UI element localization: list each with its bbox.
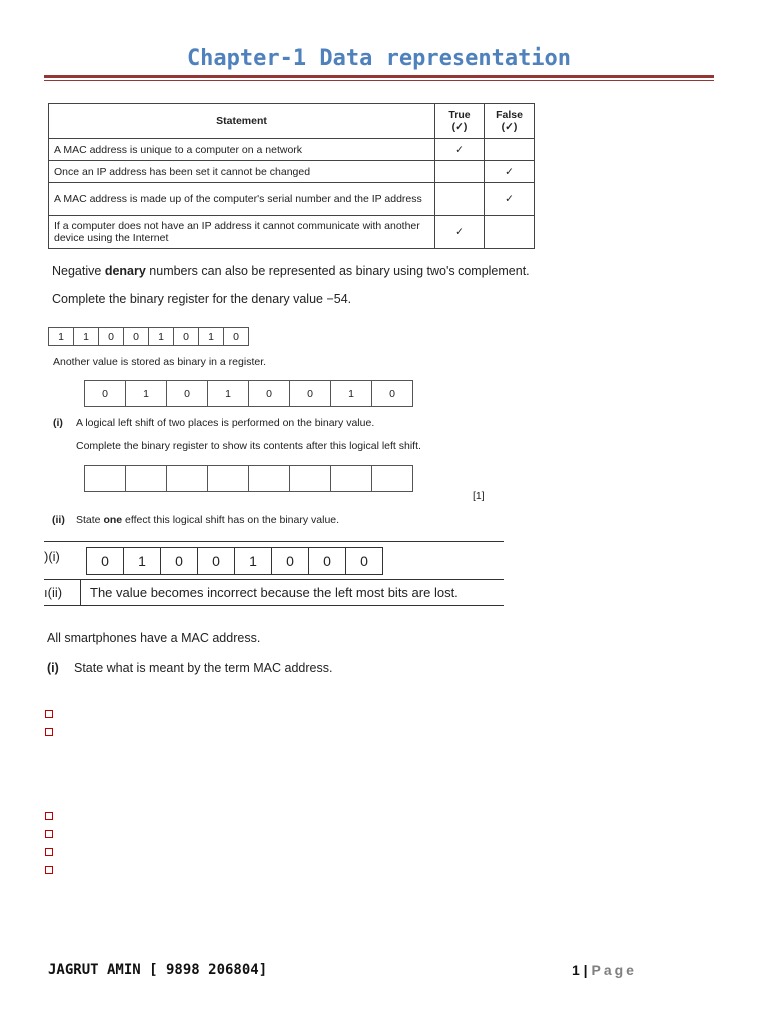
register-cell: 0 [223, 327, 249, 346]
row-true-tick: ✓ [435, 139, 485, 161]
row-false-tick: ✓ [485, 161, 535, 183]
page-separator: | [579, 962, 592, 978]
binary-register-denary [48, 327, 249, 346]
part-ii-bold: one [103, 514, 123, 526]
answer-line-middle [44, 579, 504, 580]
register-cell: 0 [160, 547, 197, 575]
table-row [49, 161, 535, 183]
row-statement: A MAC address is unique to a computer on a network [49, 139, 435, 161]
answer-line-top [44, 541, 504, 542]
row-true-tick [435, 183, 485, 216]
part-ii-label: (ii) [52, 514, 65, 526]
register-cell: 0 [289, 380, 330, 407]
true-false-table [48, 103, 535, 249]
register-cell: 1 [198, 327, 223, 346]
header-false-mark: (✓) [501, 121, 518, 133]
answer-register [86, 547, 383, 575]
register-cell [330, 465, 371, 492]
header-statement: Statement [49, 104, 435, 139]
table-header-row [49, 104, 535, 139]
part-i-text: A logical left shift of two places is performed on the binary value. [76, 417, 375, 429]
answer-line-bottom [44, 605, 504, 606]
row-false-tick [485, 216, 535, 249]
answer-divider [80, 579, 81, 605]
register-cell [248, 465, 289, 492]
page-number: 1 [572, 962, 580, 978]
part-i-instruction: Complete the binary register to show its contents after this logical left shift. [76, 440, 421, 452]
title-underline-thin [44, 80, 714, 81]
bullet-square-icon [45, 710, 53, 718]
part-i-label: (i) [53, 417, 63, 429]
register-cell: 1 [330, 380, 371, 407]
register-cell: 1 [125, 380, 166, 407]
bullet-square-icon [45, 830, 53, 838]
shift-intro: Another value is stored as binary in a register. [53, 356, 267, 368]
part-ii-pre: State [76, 514, 104, 526]
marks-label: [1] [473, 490, 485, 502]
register-cell: 0 [371, 380, 413, 407]
header-true [435, 104, 485, 139]
answer-text-ii: The value becomes incorrect because the left most bits are lost. [90, 585, 458, 600]
table-row [49, 216, 535, 249]
bullet-square-icon [45, 848, 53, 856]
register-cell [84, 465, 125, 492]
denary-intro-pre: Negative [52, 264, 105, 278]
row-false-tick: ✓ [485, 183, 535, 216]
register-cell: 1 [123, 547, 160, 575]
answer-label-ii: ı(ii) [44, 585, 63, 600]
row-statement: If a computer does not have an IP address it cannot communicate with another device using the Internet [49, 216, 435, 249]
answer-label-i: )(i) [44, 549, 60, 564]
page-title: Chapter-1 Data representation [186, 46, 572, 71]
register-cell: 1 [48, 327, 73, 346]
register-cell: 1 [234, 547, 271, 575]
register-cell: 0 [86, 547, 123, 575]
register-cell: 1 [148, 327, 173, 346]
denary-intro-bold: denary [104, 264, 146, 278]
header-false-label: False [496, 109, 523, 121]
register-cell [166, 465, 207, 492]
register-cell [125, 465, 166, 492]
bullet-square-icon [45, 728, 53, 736]
page-word: Page [591, 962, 637, 978]
row-true-tick [435, 161, 485, 183]
header-true-label: True [448, 109, 471, 121]
register-cell: 0 [166, 380, 207, 407]
binary-register-original [84, 380, 413, 407]
row-statement: Once an IP address has been set it cannot be changed [49, 161, 435, 183]
bullet-square-icon [45, 812, 53, 820]
register-cell: 1 [73, 327, 98, 346]
row-false-tick [485, 139, 535, 161]
mac-intro: All smartphones have a MAC address. [47, 631, 261, 645]
mac-part-label: (i) [47, 661, 59, 675]
register-cell: 1 [207, 380, 248, 407]
title-underline [44, 75, 714, 78]
bullet-square-icon [45, 866, 53, 874]
footer-page [572, 962, 637, 978]
register-cell: 0 [197, 547, 234, 575]
header-false [485, 104, 535, 139]
register-cell: 0 [173, 327, 198, 346]
register-cell [289, 465, 330, 492]
part-ii-post: effect this logical shift has on the binary value. [122, 514, 340, 526]
register-cell: 0 [98, 327, 123, 346]
part-ii-text [76, 514, 339, 526]
row-statement: A MAC address is made up of the computer's serial number and the IP address [49, 183, 435, 216]
table-row [49, 139, 535, 161]
register-cell: 0 [345, 547, 383, 575]
register-cell: 0 [271, 547, 308, 575]
row-true-tick: ✓ [435, 216, 485, 249]
register-cell: 0 [248, 380, 289, 407]
header-true-mark: (✓) [451, 121, 468, 133]
footer-author: JAGRUT AMIN [ 9898 206804] [48, 962, 268, 978]
register-cell [371, 465, 413, 492]
table-row [49, 183, 535, 216]
mac-part-text: State what is meant by the term MAC address. [74, 661, 333, 675]
register-cell: 0 [308, 547, 345, 575]
denary-instruction: Complete the binary register for the denary value −54. [52, 292, 352, 306]
denary-intro-post: numbers can also be represented as binary using two's complement. [145, 264, 530, 278]
register-cell: 0 [84, 380, 125, 407]
denary-intro [52, 264, 530, 278]
register-cell: 0 [123, 327, 148, 346]
binary-register-empty [84, 465, 413, 492]
register-cell [207, 465, 248, 492]
